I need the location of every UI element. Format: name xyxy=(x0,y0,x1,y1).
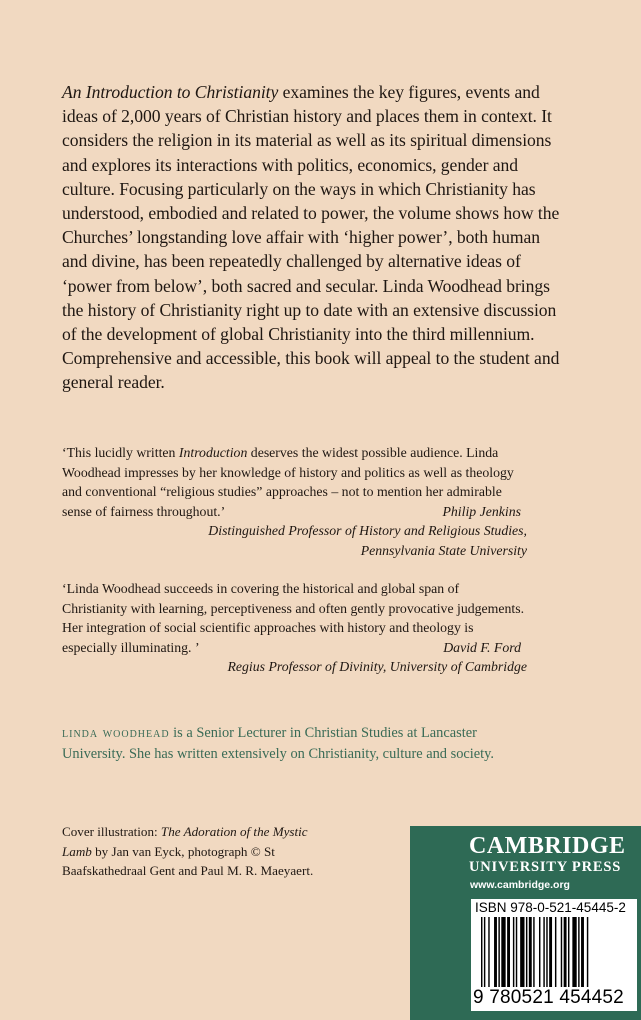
endorser-2-title: Regius Professor of Divinity, University of Cambridge xyxy=(227,659,527,675)
isbn-text: ISBN 978-0-521-45445-2 xyxy=(475,900,626,915)
publisher-subtitle: UNIVERSITY PRESS xyxy=(469,859,622,875)
endorsement-1-text-a: ‘This lucidly written xyxy=(62,445,179,460)
cover-credit-label: Cover illustration: xyxy=(62,824,161,839)
book-title: An Introduction to Christianity xyxy=(62,82,279,102)
blurb-text: examines the key figures, events and ideas of 2,000 years of Christian history and places them in context. It considers the religion in its material as well as its spiritual dimensions and explores its interactions with politics, economics, gender and culture. Focusing particularly on the ways in which Christianity has understood, embodied and related to power, the volume shows how the Churches’ longstanding love affair with ‘higher power’, both human and divine, has been repeatedly challenged by alternative ideas of ‘power from below’, both sacred and secular. Linda Woodhead brings the history of Christianity right up to date with an extensive discussion of the development of global Christianity into the third millennium. Comprehensive and accessible, this book will appeal to the student and general reader. xyxy=(62,82,560,393)
cover-credit-text: by Jan van Eyck, photograph © St Baafskathedraal Gent and Paul M. R. Maeyaert. xyxy=(62,843,314,879)
endorsement-2 xyxy=(62,579,527,677)
endorsement-1-text-b: deserves the widest possible audience. Linda Woodhead impresses by her knowledge of history and politics as well as theology and conventional “religious studies” approaches – not to mention her admirable sense of fairness throughout.’ xyxy=(62,445,514,519)
cover-credit xyxy=(62,822,332,881)
endorser-2-name: David F. Ford xyxy=(443,639,521,655)
author-bio-text: is a Senior Lecturer in Christian Studies at Lancaster University. She has written extensively on Christianity, culture and society. xyxy=(62,725,495,762)
publisher-panel xyxy=(410,826,641,1020)
endorser-1-name: Philip Jenkins xyxy=(442,503,521,519)
author-bio xyxy=(62,723,532,764)
endorsement-1 xyxy=(62,443,527,561)
endorser-1-title-2: Pennsylvania State University xyxy=(360,542,527,558)
author-name: linda woodhead xyxy=(62,725,170,741)
publisher-name: CAMBRIDGE xyxy=(469,833,626,859)
publisher-url: www.cambridge.org xyxy=(470,879,570,891)
barcode-label xyxy=(471,899,637,1011)
endorser-1-title-1: Distinguished Professor of History and Religious Studies, xyxy=(208,523,527,539)
endorsement-2-text: ‘Linda Woodhead succeeds in covering the historical and global span of Christianity with learning, perceptiveness and often gently provocative judgements. Her integration of social scientific approaches with history and theology is especially illuminating. ’ xyxy=(62,581,525,655)
blurb-paragraph xyxy=(62,80,562,395)
endorsement-1-italic: Introduction xyxy=(178,445,248,460)
barcode-icon xyxy=(481,917,629,987)
barcode-digits: 9 780521 454452 xyxy=(473,987,624,1008)
artwork-title: The Adoration of the Mystic Lamb xyxy=(62,824,308,859)
